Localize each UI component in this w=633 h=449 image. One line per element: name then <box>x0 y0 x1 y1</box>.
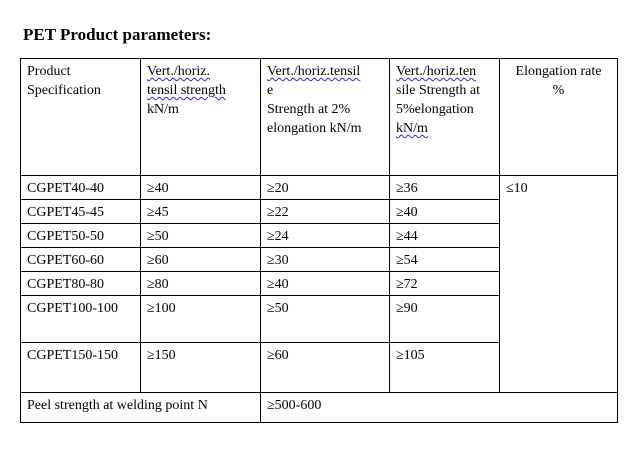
page-title: PET Product parameters: <box>23 25 212 44</box>
header-elongation-rate <box>500 59 618 176</box>
header-col3-line-1: Vert./horiz.ten <box>396 64 477 79</box>
strength-2pct-cell: ≥50 <box>261 296 390 343</box>
header-spec-line-2: Specification <box>27 83 101 98</box>
tensile-strength-cell: ≥100 <box>141 296 261 343</box>
spec-cell: CGPET40-40 <box>21 176 141 200</box>
header-col3-line-3: 5%elongation <box>396 102 474 117</box>
header-col4-line-2: % <box>552 83 565 98</box>
header-col2-line-3: Strength at 2% <box>267 102 351 117</box>
strength-5pct-cell: ≥36 <box>390 176 500 200</box>
peel-strength-row <box>21 393 618 423</box>
header-strength-5pct <box>390 59 500 176</box>
header-col2-line-1: Vert./horiz.tensil <box>267 64 361 79</box>
spec-cell: CGPET100-100 <box>21 296 141 343</box>
spec-cell: CGPET45-45 <box>21 200 141 224</box>
spec-cell: CGPET60-60 <box>21 248 141 272</box>
spec-cell: CGPET50-50 <box>21 224 141 248</box>
header-spec <box>21 59 141 176</box>
table-row <box>21 176 618 200</box>
header-strength-2pct <box>261 59 390 176</box>
tensile-strength-cell: ≥45 <box>141 200 261 224</box>
strength-2pct-cell: ≥60 <box>261 343 390 393</box>
tensile-strength-cell: ≥60 <box>141 248 261 272</box>
peel-strength-label: Peel strength at welding point N <box>21 393 261 423</box>
strength-2pct-cell: ≥24 <box>261 224 390 248</box>
header-col1-line-3: kN/m <box>147 102 179 117</box>
peel-strength-value: ≥500-600 <box>261 393 618 423</box>
elongation-rate-cell: ≤10 <box>500 176 618 393</box>
strength-2pct-cell: ≥30 <box>261 248 390 272</box>
strength-2pct-cell: ≥40 <box>261 272 390 296</box>
header-col2-line-4: elongation kN/m <box>267 121 362 136</box>
strength-5pct-cell: ≥54 <box>390 248 500 272</box>
strength-5pct-cell: ≥105 <box>390 343 500 393</box>
header-row <box>21 59 618 176</box>
strength-2pct-cell: ≥22 <box>261 200 390 224</box>
header-col3-line-4: kN/m <box>396 121 428 136</box>
strength-5pct-cell: ≥72 <box>390 272 500 296</box>
tensile-strength-cell: ≥40 <box>141 176 261 200</box>
tensile-strength-cell: ≥150 <box>141 343 261 393</box>
spec-cell: CGPET150-150 <box>21 343 141 393</box>
header-col1-line-1: Vert./horiz. <box>147 64 210 79</box>
header-col3-line-2: sile Strength at <box>396 83 480 98</box>
tensile-strength-cell: ≥80 <box>141 272 261 296</box>
strength-5pct-cell: ≥40 <box>390 200 500 224</box>
strength-5pct-cell: ≥44 <box>390 224 500 248</box>
header-col4-line-1: Elongation rate <box>515 64 602 79</box>
header-col2-line-2: e <box>267 83 274 98</box>
parameters-table <box>20 58 618 423</box>
strength-5pct-cell: ≥90 <box>390 296 500 343</box>
header-col1-line-2: tensil strength <box>147 83 226 98</box>
strength-2pct-cell: ≥20 <box>261 176 390 200</box>
header-spec-line-1: Product <box>27 64 71 79</box>
header-tensile-strength <box>141 59 261 176</box>
tensile-strength-cell: ≥50 <box>141 224 261 248</box>
spec-cell: CGPET80-80 <box>21 272 141 296</box>
